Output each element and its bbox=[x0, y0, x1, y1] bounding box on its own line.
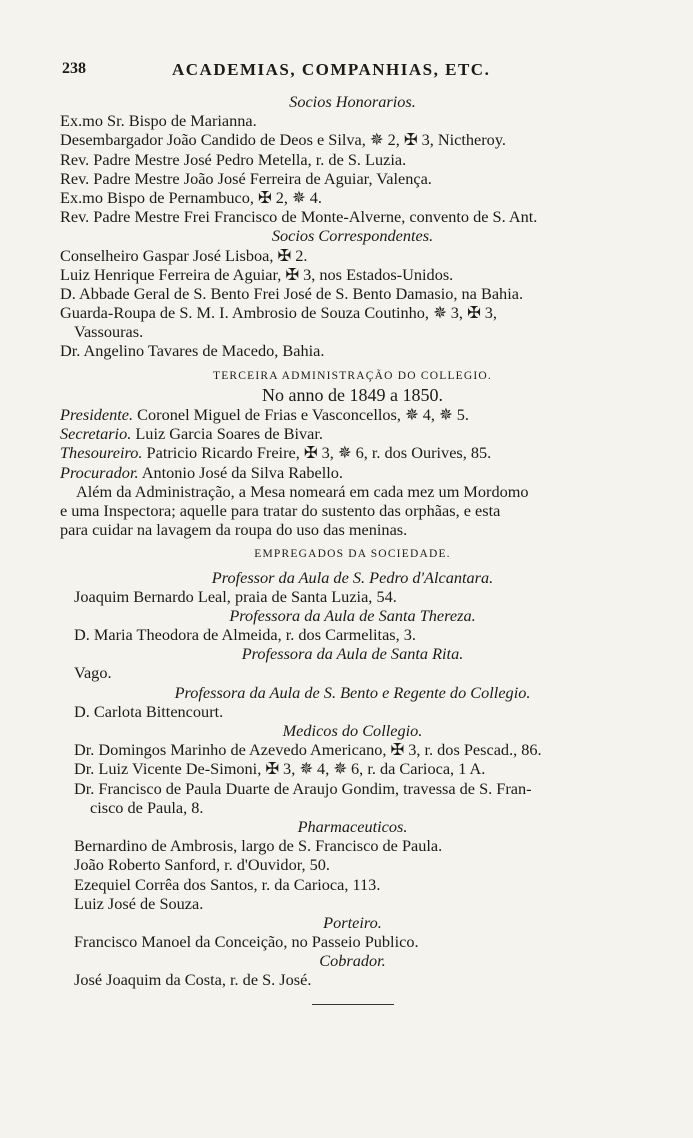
text-line: Ezequiel Corrêa dos Santos, r. da Carioca, 113. bbox=[74, 874, 381, 894]
subheading-professora: Professora da Aula de Santa Thereza. bbox=[229, 605, 476, 625]
text-line: Luiz Henrique Ferreira de Aguiar, ✠ 3, nos Estados-Unidos. bbox=[60, 264, 454, 284]
section-heading-empregados: EMPREGADOS DA SOCIEDADE. bbox=[254, 548, 451, 561]
subheading-professora: Professora da Aula de S. Bento e Regente do Collegio. bbox=[174, 682, 531, 702]
text-line: Dr. Francisco de Paula Duarte de Araujo Gondim, travessa de S. Fran- bbox=[74, 778, 532, 798]
text-line: Francisco Manoel da Conceição, no Passeio Publico. bbox=[74, 932, 419, 952]
text-line: D. Abbade Geral de S. Bento Frei José de S. Bento Damasio, na Bahia. bbox=[60, 283, 524, 303]
role-label: Secretario. bbox=[60, 424, 132, 444]
section-heading-anno: No anno de 1849 a 1850. bbox=[262, 385, 443, 405]
page-number: 238 bbox=[62, 60, 86, 77]
text-line: Rev. Padre Mestre José Pedro Metella, r. de S. Luzia. bbox=[60, 149, 407, 169]
text-line: Bernardino de Ambrosis, largo de S. Francisco de Paula. bbox=[74, 836, 443, 856]
role-text: Coronel Miguel de Frias e Vasconcellos, ✵ 4, ✵ 5. bbox=[133, 405, 469, 424]
role-label: Presidente. bbox=[60, 405, 134, 424]
paragraph-line: e uma Inspectora; aquelle para tratar do sustento das orphãas, e esta bbox=[60, 500, 501, 520]
text-line: José Joaquim da Costa, r. de S. José. bbox=[74, 970, 312, 990]
paragraph-line: para cuidar na lavagem da roupa do uso das meninas. bbox=[60, 520, 408, 540]
text-line-continued: cisco de Paula, 8. bbox=[90, 797, 204, 817]
text-line: Rev. Padre Mestre Frei Francisco de Monte-Alverne, convento de S. Ant. bbox=[60, 207, 538, 227]
text-line: Luiz José de Souza. bbox=[74, 893, 204, 913]
text-line: Desembargador João Candido de Deos e Silva, ✵ 2, ✠ 3, Nictheroy. bbox=[60, 130, 506, 150]
subheading-cobrador: Cobrador. bbox=[319, 951, 386, 971]
text-column bbox=[60, 92, 645, 1005]
closing-rule bbox=[312, 1004, 394, 1005]
running-header bbox=[62, 60, 642, 86]
role-label: Thesoureiro. bbox=[60, 443, 143, 463]
text-line: Conselheiro Gaspar José Lisboa, ✠ 2. bbox=[60, 245, 308, 265]
role-text: Luiz Garcia Soares de Bivar. bbox=[131, 424, 323, 444]
text-line: D. Carlota Bittencourt. bbox=[74, 701, 224, 721]
text-line: Guarda-Roupa de S. M. I. Ambrosio de Souza Coutinho, ✵ 3, ✠ 3, bbox=[60, 303, 497, 323]
text-line: Ex.mo Bispo de Pernambuco, ✠ 2, ✵ 4. bbox=[60, 187, 322, 207]
role-label: Procurador. bbox=[60, 462, 139, 482]
role-text: Antonio José da Silva Rabello. bbox=[138, 462, 343, 482]
section-heading-correspondentes: Socios Correspondentes. bbox=[271, 226, 434, 246]
text-line: Dr. Angelino Tavares de Macedo, Bahia. bbox=[60, 341, 325, 361]
subheading-professor: Professor da Aula de S. Pedro d'Alcantara. bbox=[211, 567, 494, 587]
text-line-secretario bbox=[60, 424, 645, 443]
text-line: Rev. Padre Mestre João José Ferreira de Aguiar, Valença. bbox=[60, 168, 432, 188]
section-heading-terceira: TERCEIRA ADMINISTRAÇÃO DO COLLEGIO. bbox=[212, 369, 493, 382]
text-line: João Roberto Sanford, r. d'Ouvidor, 50. bbox=[74, 855, 330, 875]
text-line: Vago. bbox=[74, 663, 112, 683]
paragraph-line: Além da Administração, a Mesa nomeará em cada mez um Mordomo bbox=[76, 481, 529, 501]
text-line: Ex.mo Sr. Bispo de Marianna. bbox=[60, 111, 257, 131]
text-line-procurador bbox=[60, 463, 645, 482]
header-title: ACADEMIAS, COMPANHIAS, ETC. bbox=[172, 60, 491, 79]
subheading-porteiro: Porteiro. bbox=[323, 912, 382, 932]
text-line: Dr. Domingos Marinho de Azevedo Americano, ✠ 3, r. dos Pescad., 86. bbox=[74, 740, 542, 760]
subheading-pharmaceuticos: Pharmaceuticos. bbox=[297, 816, 408, 836]
subheading-medicos: Medicos do Collegio. bbox=[282, 721, 423, 740]
subheading-professora: Professora da Aula de Santa Rita. bbox=[241, 644, 464, 664]
section-heading-honorarios: Socios Honorarios. bbox=[289, 92, 416, 111]
text-line-continued: Vassouras. bbox=[74, 322, 144, 342]
text-line: Joaquim Bernardo Leal, praia de Santa Luzia, 54. bbox=[74, 586, 397, 606]
role-text: Patricio Ricardo Freire, ✠ 3, ✵ 6, r. dos Ourives, 85. bbox=[142, 443, 492, 463]
text-line: Dr. Luiz Vicente De-Simoni, ✠ 3, ✵ 4, ✵ 6, r. da Carioca, 1 A. bbox=[74, 759, 486, 779]
text-line-presidente bbox=[60, 405, 645, 424]
text-line: D. Maria Theodora de Almeida, r. dos Carmelitas, 3. bbox=[74, 625, 416, 645]
text-line-thesoureiro bbox=[60, 443, 645, 462]
